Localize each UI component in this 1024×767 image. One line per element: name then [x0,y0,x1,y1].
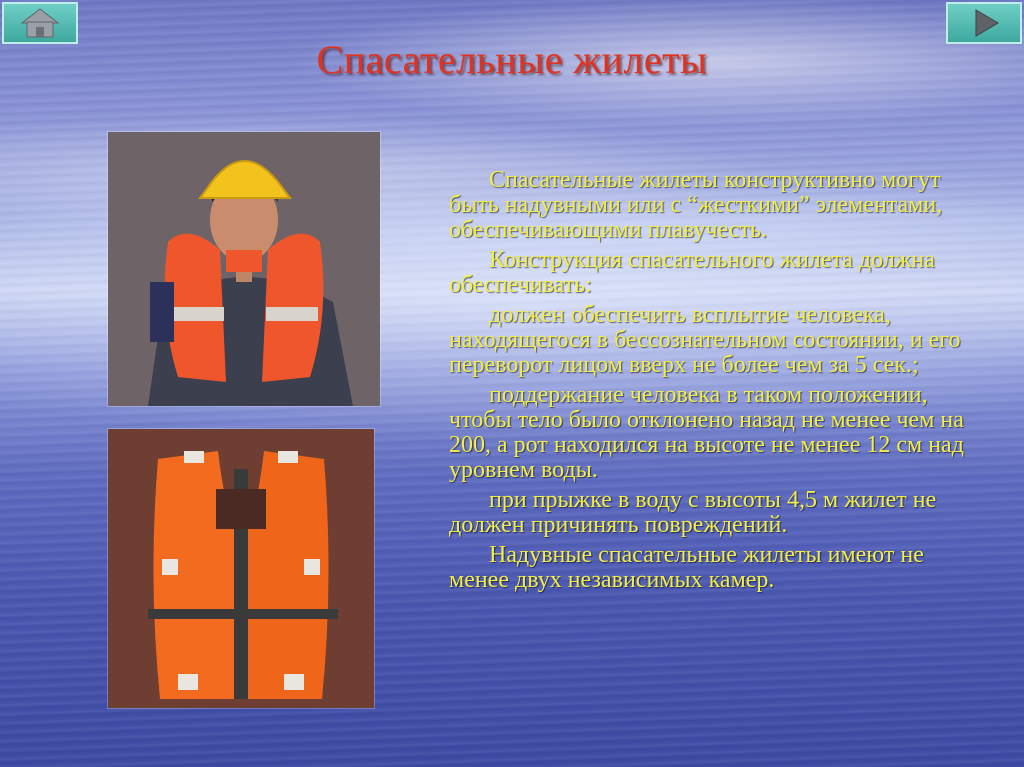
slide-body [449,168,989,598]
paragraph-inflatable-chambers: Надувные спасательные жилеты имеют не менее двух независимых камер. [449,542,924,593]
paragraph-construction: Спасательные жилеты конструктивно могут быть надувными или с “жесткими” элементами, обеспечивающими плавучесть. [449,167,943,243]
paragraph-surfacing: должен обеспечить всплытие человека, находящегося в бессознательном состоянии, и его переворот лицом вверх не более чем за 5 сек.; [449,302,961,378]
play-arrow-icon [964,7,1004,39]
paragraph-body-position: поддержание человека в таком положении, чтобы тело было отклонено назад не менее чем на 200, а рот находился на высоте не менее 12 см над уровнем воды. [449,382,964,483]
foam-lifejacket-illustration [108,429,374,708]
home-icon [20,7,60,39]
photo-man-in-lifejacket [108,132,380,406]
paragraph-jump: при прыжке в воду с высоты 4,5 м жилет не должен причинять повреждений. [449,487,937,538]
slide-title: Спасательные жилеты [316,37,708,82]
photo-foam-lifejacket [108,429,374,708]
paragraph-requirements-intro: Конструкция спасательного жилета должна обеспечивать: [449,247,935,298]
man-lifejacket-illustration [108,132,380,406]
